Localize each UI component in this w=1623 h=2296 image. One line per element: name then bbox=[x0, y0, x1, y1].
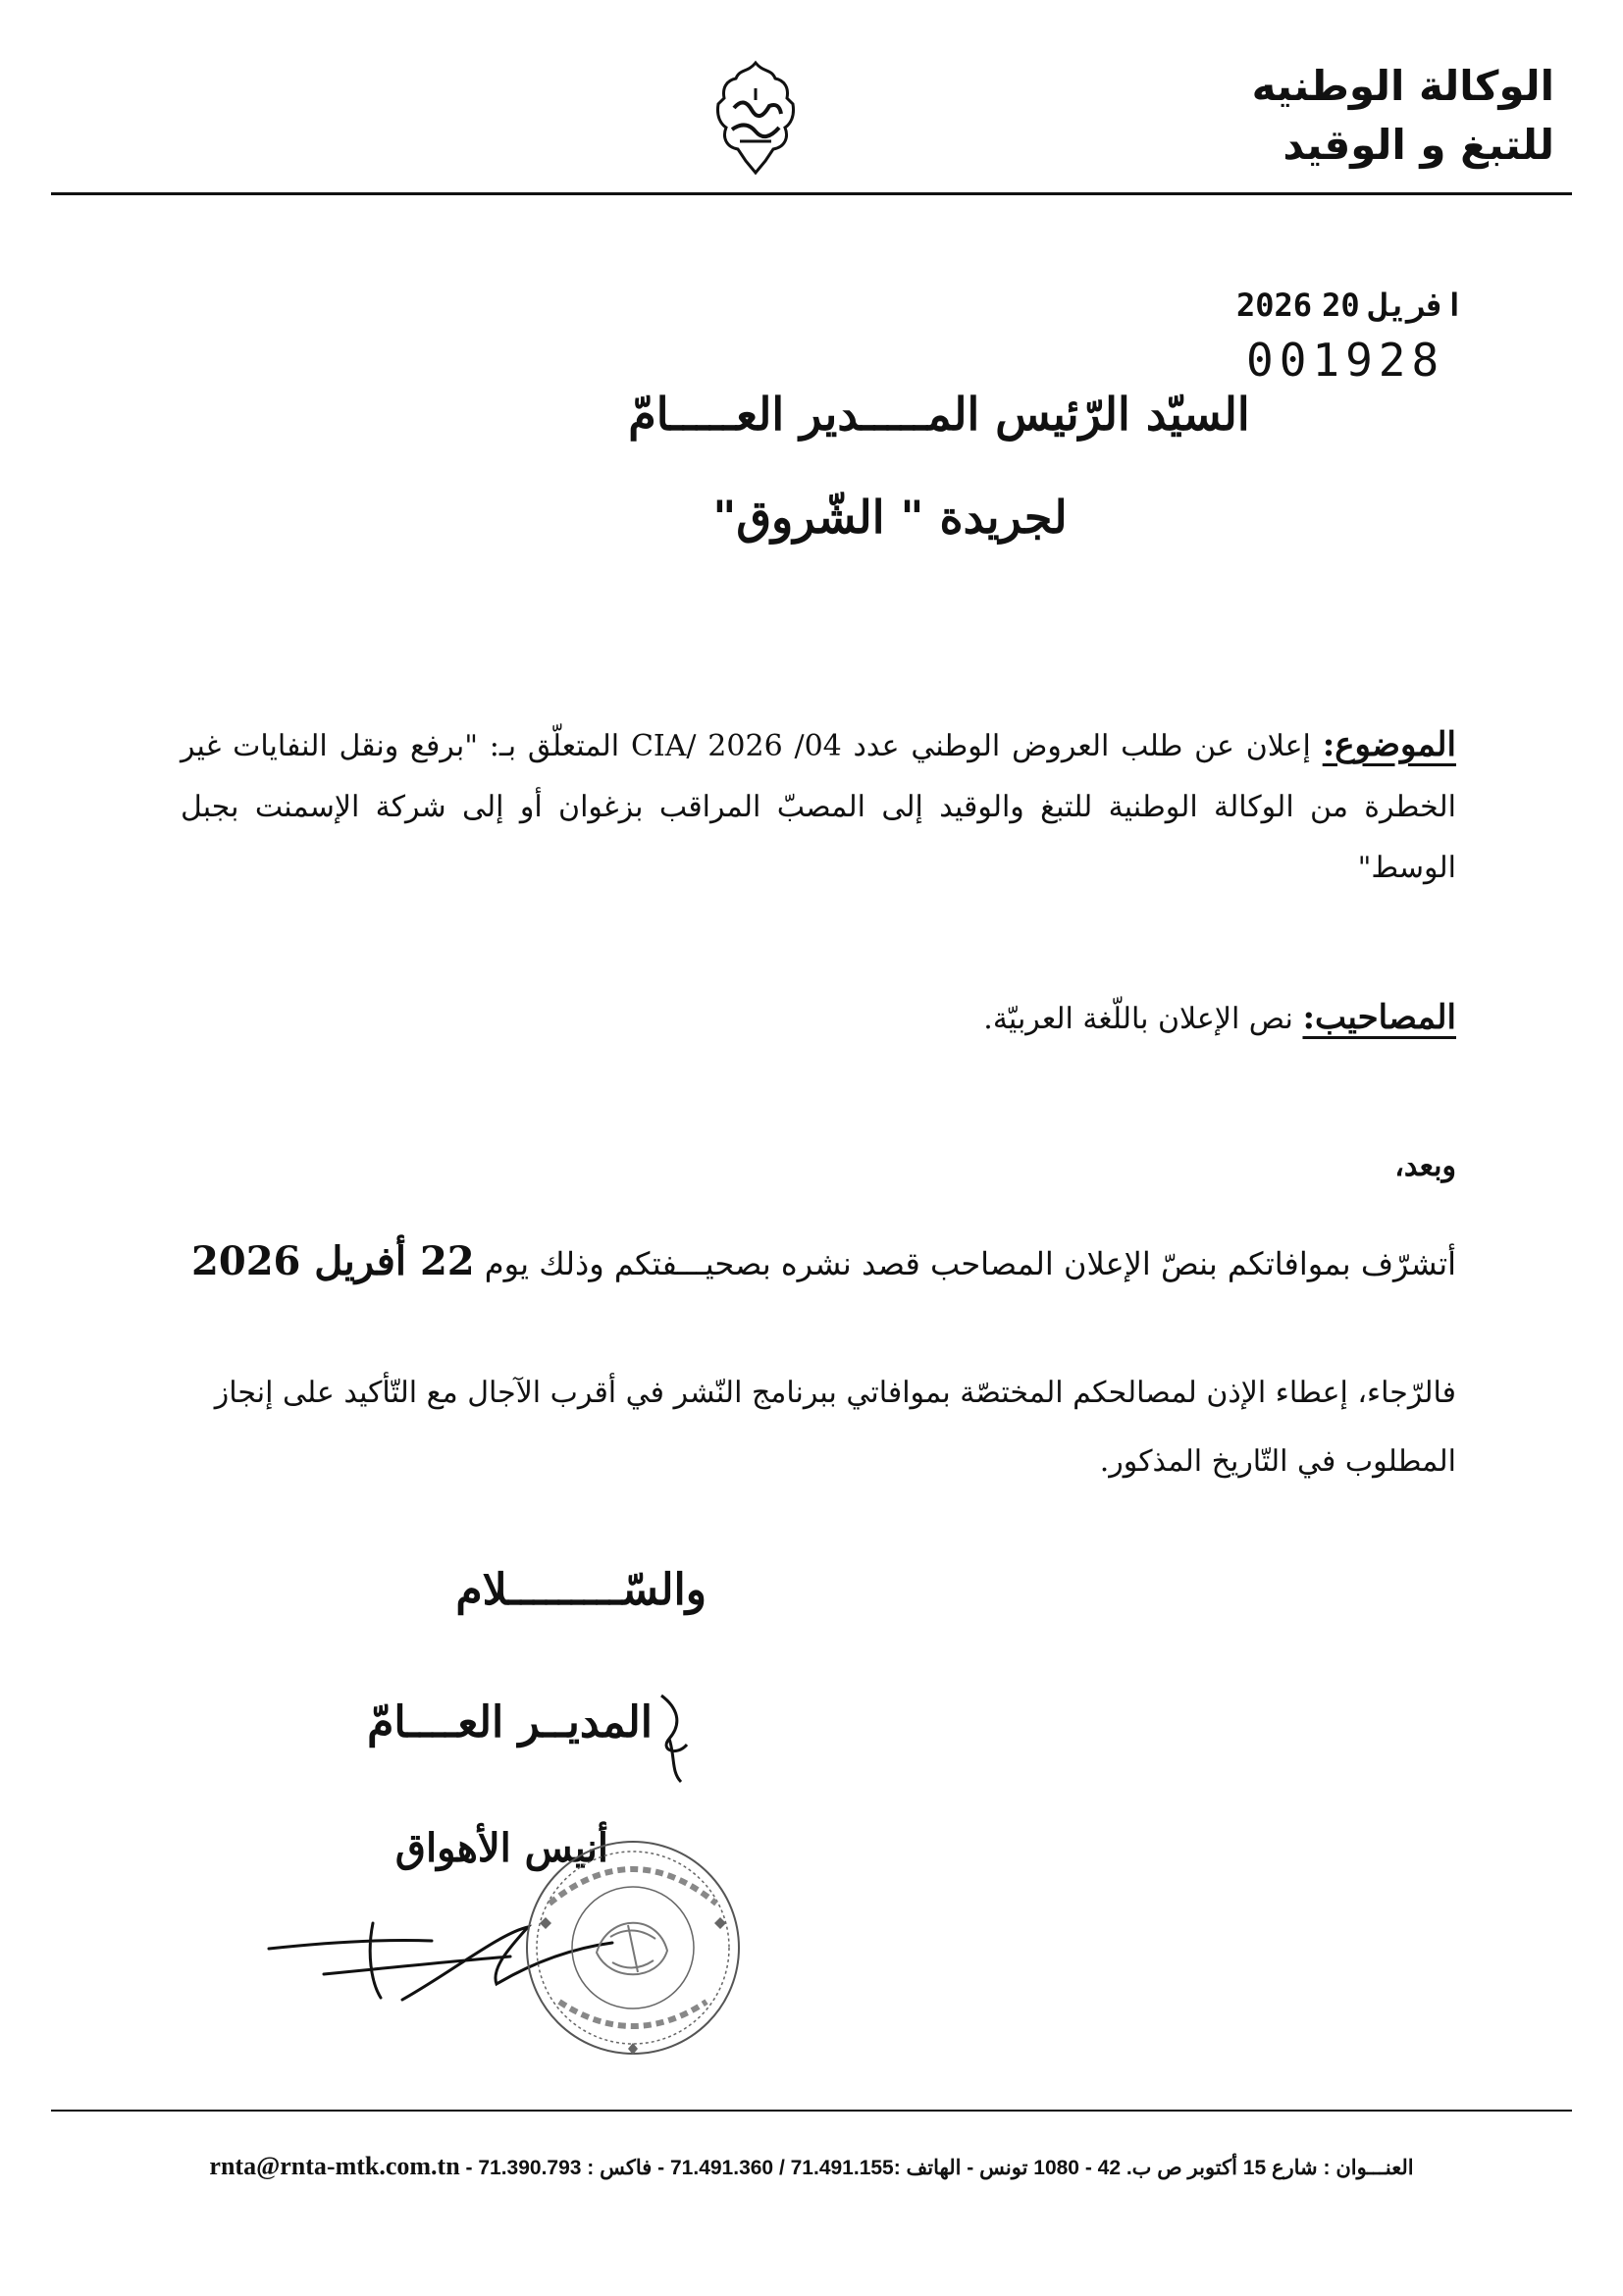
addressee-newspaper: لجريدة " الشّروق" bbox=[712, 491, 1068, 544]
subject-block bbox=[181, 714, 1456, 899]
header-divider bbox=[51, 192, 1572, 195]
organization-name bbox=[1103, 57, 1554, 175]
greeting: وبعد، bbox=[1394, 1149, 1456, 1183]
reference-date-month: افريل bbox=[1369, 287, 1464, 324]
official-seal-icon bbox=[520, 1835, 746, 2061]
closing-salutation: والسّـــــــــلام bbox=[455, 1565, 707, 1615]
initial-mark-icon bbox=[648, 1688, 707, 1786]
enclosure-block bbox=[181, 987, 1456, 1050]
body-paragraph-1-text: أتشرّف بموافاتكم بنصّ الإعلان المصاحب قصد نشره بصحيـــفتكم وذلك يوم bbox=[484, 1245, 1456, 1282]
subject-label: الموضوع: bbox=[1322, 725, 1456, 764]
subject-text: إعلان عن طلب العروض الوطني عدد 04/ CIA/ 2026 المتعلّق بـ: "برفع ونقل النفايات غير الخطرة من الوكالة الوطنية للتبغ والوقيد إلى المصبّ المراقب بزغوان أو إلى شركة الإسمنت بجبل الوسط" bbox=[181, 729, 1456, 885]
signer-name: أنيس الأهواق bbox=[394, 1825, 608, 1871]
enclosure-label: المصاحيب: bbox=[1302, 998, 1456, 1037]
addressee-title: السيّد الرّئيس المـــــدير العـــــامّ bbox=[628, 388, 1250, 441]
reference-number: 001928 bbox=[1246, 334, 1445, 387]
body-paragraph-1 bbox=[171, 1231, 1456, 1294]
organization-name-line1: الوكالة الوطنيه bbox=[1251, 62, 1554, 110]
footer-contact bbox=[51, 2152, 1572, 2181]
footer-divider bbox=[51, 2110, 1572, 2112]
footer-address-text: العنـــوان : شارع 15 أكتوبر ص ب. 42 - 1080 تونس - الهاتف :71.491.155 / 71.491.360 - فاكس : 71.390.793 - bbox=[465, 2157, 1414, 2179]
footer-email[interactable]: rnta@rnta-mtk.com.tn bbox=[209, 2152, 460, 2180]
reference-date-year: 2026 bbox=[1236, 287, 1313, 324]
signer-title: المديــر العــــامّ bbox=[367, 1697, 653, 1748]
agency-logo-icon bbox=[697, 59, 814, 177]
publication-date: 22 أفريل 2026 bbox=[191, 1238, 475, 1284]
organization-name-line2: للتبغ و الوقيد bbox=[1283, 121, 1554, 169]
reference-date bbox=[1236, 287, 1474, 324]
reference-date-day: 20 bbox=[1322, 287, 1360, 324]
enclosure-text: نص الإعلان باللّغة العربيّة. bbox=[983, 1002, 1293, 1036]
body-paragraph-2: فالرّجاء، إعطاء الإذن لمصالحكم المختصّة بموافاتي ببرنامج النّشر في أقرب الآجال مع التّأكيد على إنجاز المطلوب في التّاريخ المذكور. bbox=[214, 1376, 1456, 1479]
